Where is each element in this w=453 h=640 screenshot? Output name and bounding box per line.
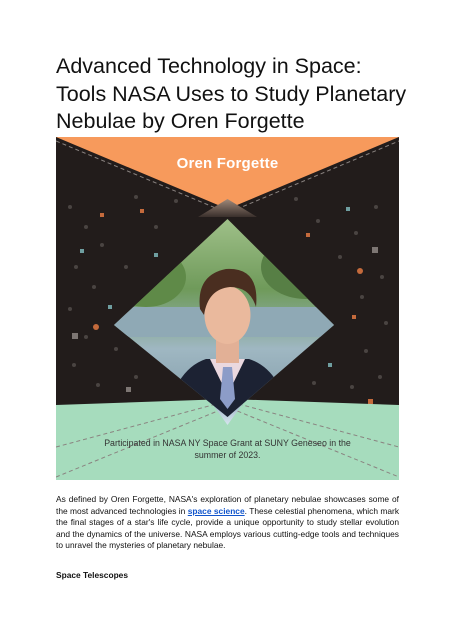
space-science-link[interactable]: space science [187,505,245,516]
intro-paragraph [56,494,399,552]
banner-name: Oren Forgette [176,155,279,172]
section-heading: Space Telescopes [56,570,129,580]
banner-caption: Participated in NASA NY Space Grant at SUNY Geneseo in the summer of 2023. [104,438,351,460]
article-title: Advanced Technology in Space: Tools NASA Uses to Study Planetary Nebulae by Oren Forgette [56,54,407,133]
profile-banner [56,137,399,480]
intro-text-start: As defined by Oren Forgette, NASA's exploration of planetary nebulae showcases some of the most advanced technologies in [56,494,399,516]
banner-graphic [56,137,399,480]
intro-text-end: . These celestial phenomena, which mark the final stages of a star's life cycle, provide a unique opportunity to study stellar evolution and the dynamics of the universe. NASA employs various cutting-edge tools and techniques to unravel the mysteries of planetary nebulae. [56,505,400,551]
